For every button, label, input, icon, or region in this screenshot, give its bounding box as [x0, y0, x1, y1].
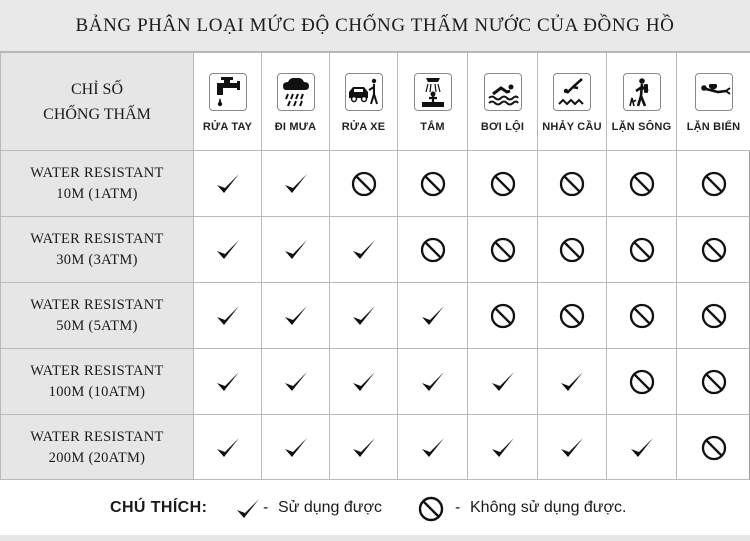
- prohibited-circle-icon: [398, 237, 467, 263]
- check-mark-icon: [330, 304, 397, 328]
- status-cell: [398, 151, 468, 217]
- column-label: RỬA TAY: [202, 120, 253, 133]
- status-cell: [398, 415, 468, 481]
- status-cell: [538, 349, 607, 415]
- status-cell: [330, 349, 398, 415]
- status-cell: [468, 415, 538, 481]
- table-row: [1, 217, 750, 283]
- column-label: LẶN BIỂN: [686, 120, 741, 133]
- row-label-line2: 10M (1ATM): [56, 185, 138, 202]
- legend-usable-text: Sử dụng được: [278, 499, 382, 516]
- diver-jump-icon: [553, 73, 591, 111]
- legend-dash-2: -: [455, 499, 461, 516]
- legend-not-usable-text: Không sử dụng được.: [470, 499, 627, 516]
- check-mark-icon: [330, 436, 397, 460]
- car-wash-icon: [345, 73, 383, 111]
- status-cell: [262, 217, 330, 283]
- prohibited-circle-icon: [677, 435, 750, 461]
- prohibited-circle-icon: [607, 303, 676, 329]
- status-cell: [194, 217, 262, 283]
- prohibited-circle-icon: [677, 171, 750, 197]
- row-label: [1, 415, 194, 481]
- status-cell: [677, 349, 750, 415]
- prohibited-circle-icon: [677, 303, 750, 329]
- swimmer-icon: [484, 73, 522, 111]
- check-mark-icon: [330, 238, 397, 262]
- column-header: [468, 53, 538, 151]
- status-cell: [398, 217, 468, 283]
- table-row: [1, 349, 750, 415]
- status-cell: [330, 217, 398, 283]
- row-label-line1: WATER RESISTANT: [30, 428, 164, 445]
- prohibited-circle-icon: [398, 171, 467, 197]
- table-row: [1, 283, 750, 349]
- status-cell: [194, 415, 262, 481]
- status-cell: [468, 283, 538, 349]
- scuba-diver-icon: [623, 73, 661, 111]
- check-mark-icon: [468, 436, 537, 460]
- column-label: ĐI MƯA: [274, 120, 317, 133]
- check-mark-icon: [262, 172, 329, 196]
- status-cell: [468, 349, 538, 415]
- row-label-line1: WATER RESISTANT: [30, 296, 164, 313]
- status-cell: [607, 349, 677, 415]
- table-row: [1, 151, 750, 217]
- status-cell: [330, 415, 398, 481]
- status-cell: [194, 283, 262, 349]
- table-row: [1, 415, 750, 481]
- row-label-line2: 30M (3ATM): [56, 251, 138, 268]
- prohibited-circle-icon: [468, 237, 537, 263]
- check-mark-icon: [538, 436, 606, 460]
- status-cell: [262, 349, 330, 415]
- check-mark-icon: [194, 304, 261, 328]
- column-header: [398, 53, 468, 151]
- status-cell: [677, 217, 750, 283]
- legend-dash-1: -: [263, 499, 269, 516]
- check-mark-icon: [607, 436, 676, 460]
- status-cell: [677, 283, 750, 349]
- header-line1: CHỈ SỐ: [70, 80, 123, 98]
- row-label-line2: 100M (10ATM): [48, 383, 146, 400]
- column-header: [538, 53, 607, 151]
- row-label: [1, 349, 194, 415]
- status-cell: [194, 349, 262, 415]
- status-cell: [262, 151, 330, 217]
- header-corner: [1, 53, 194, 151]
- row-label: [1, 151, 194, 217]
- check-mark-icon: [262, 304, 329, 328]
- prohibited-circle-icon: [538, 171, 606, 197]
- shower-icon: [414, 73, 452, 111]
- status-cell: [607, 283, 677, 349]
- check-mark-icon: [330, 370, 397, 394]
- faucet-icon: [209, 73, 247, 111]
- check-mark-icon: [398, 304, 467, 328]
- column-label: RỬA XE: [341, 120, 386, 133]
- check-mark-icon: [194, 172, 261, 196]
- check-mark-icon: [262, 238, 329, 262]
- water-resistance-table: [0, 52, 750, 481]
- row-label-line2: 200M (20ATM): [48, 449, 146, 466]
- prohibited-circle-icon: [607, 237, 676, 263]
- status-cell: [262, 283, 330, 349]
- header-line2: CHỐNG THẤM: [43, 105, 151, 123]
- column-label: NHẢY CẦU: [542, 120, 602, 133]
- check-mark-icon: [262, 370, 329, 394]
- prohibited-circle-icon: [677, 237, 750, 263]
- column-label: BƠI LỘI: [480, 120, 525, 133]
- prohibited-circle-icon: [330, 171, 397, 197]
- bottom-strip: [0, 535, 750, 541]
- column-label: LẶN SÔNG: [611, 120, 672, 133]
- status-cell: [468, 151, 538, 217]
- column-header: [194, 53, 262, 151]
- check-mark-icon: [398, 436, 467, 460]
- status-cell: [262, 415, 330, 481]
- legend-title: CHÚ THÍCH:: [110, 499, 208, 516]
- column-label: TẮM: [420, 120, 445, 133]
- row-label-line1: WATER RESISTANT: [30, 362, 164, 379]
- status-cell: [538, 283, 607, 349]
- status-cell: [538, 415, 607, 481]
- status-cell: [607, 217, 677, 283]
- status-cell: [677, 415, 750, 481]
- check-mark-icon: [194, 436, 261, 460]
- check-mark-icon: [234, 496, 262, 527]
- deep-sea-diver-icon: [695, 73, 733, 111]
- status-cell: [538, 151, 607, 217]
- status-cell: [468, 217, 538, 283]
- status-cell: [677, 151, 750, 217]
- prohibited-circle-icon: [538, 237, 606, 263]
- status-cell: [398, 283, 468, 349]
- prohibited-circle-icon: [468, 303, 537, 329]
- row-label: [1, 283, 194, 349]
- status-cell: [607, 151, 677, 217]
- row-label: [1, 217, 194, 283]
- row-label-line1: WATER RESISTANT: [30, 164, 164, 181]
- prohibited-circle-icon: [418, 496, 444, 527]
- row-label-line1: WATER RESISTANT: [30, 230, 164, 247]
- check-mark-icon: [398, 370, 467, 394]
- status-cell: [607, 415, 677, 481]
- status-cell: [538, 217, 607, 283]
- check-mark-icon: [538, 370, 606, 394]
- legend: [0, 479, 750, 541]
- column-header: [262, 53, 330, 151]
- header-row: [1, 53, 750, 151]
- column-header: [677, 53, 750, 151]
- prohibited-circle-icon: [538, 303, 606, 329]
- prohibited-circle-icon: [607, 369, 676, 395]
- column-header: [607, 53, 677, 151]
- status-cell: [194, 151, 262, 217]
- check-mark-icon: [262, 436, 329, 460]
- row-label-line2: 50M (5ATM): [56, 317, 138, 334]
- column-header: [330, 53, 398, 151]
- status-cell: [398, 349, 468, 415]
- rain-cloud-icon: [277, 73, 315, 111]
- prohibited-circle-icon: [677, 369, 750, 395]
- status-cell: [330, 283, 398, 349]
- prohibited-circle-icon: [607, 171, 676, 197]
- check-mark-icon: [468, 370, 537, 394]
- check-mark-icon: [194, 370, 261, 394]
- status-cell: [330, 151, 398, 217]
- prohibited-circle-icon: [468, 171, 537, 197]
- check-mark-icon: [194, 238, 261, 262]
- page-title: BẢNG PHÂN LOẠI MỨC ĐỘ CHỐNG THẤM NƯỚC CỦA ĐỒNG HỒ: [0, 0, 750, 52]
